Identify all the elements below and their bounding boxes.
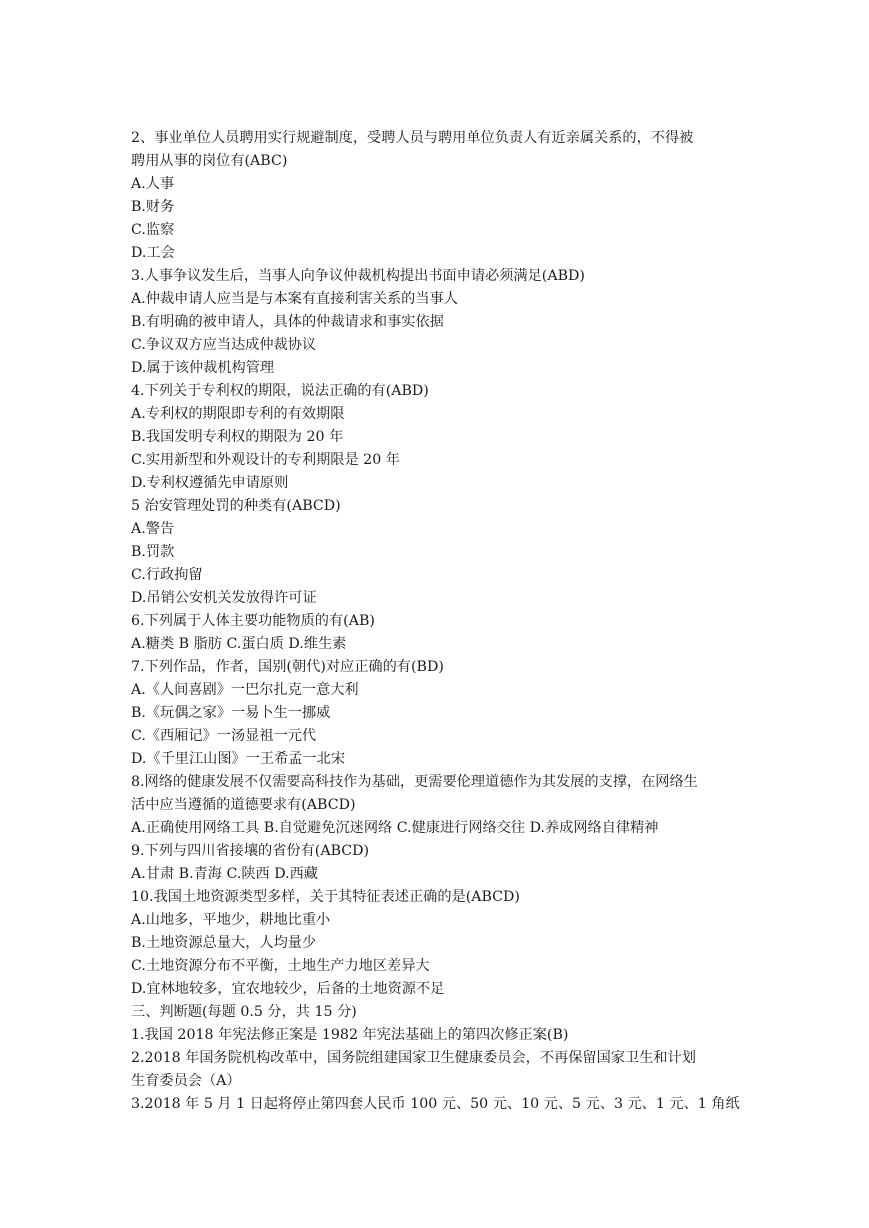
question-5-option-c: C.行政拘留 [131, 567, 203, 583]
judgment-2-line-1: 2.2018 年国务院机构改革中，国务院组建国家卫生健康委员会，不再保留国家卫生和计划 [131, 1050, 696, 1066]
question-10-option-a: A.山地多，平地少，耕地比重小 [131, 912, 331, 928]
question-7-option-b: B.《玩偶之家》一易卜生一挪威 [131, 705, 331, 721]
question-10-option-b: B.土地资源总量大，人均量少 [131, 935, 317, 951]
question-4-option-d: D.专利权遵循先申请原则 [131, 475, 289, 491]
question-7-stem: 7.下列作品，作者，国别(朝代)对应正确的有(BD) [131, 659, 444, 675]
question-2-stem-line-2: 聘用从事的岗位有(ABC) [131, 153, 288, 169]
question-5-stem: 5 治安管理处罚的种类有(ABCD) [131, 498, 341, 514]
question-2-option-a: A.人事 [131, 176, 175, 192]
section-heading-true-false: 三、判断题(每题 0.5 分，共 15 分) [131, 1004, 357, 1020]
question-2-option-b: B.财务 [131, 199, 175, 215]
question-10-stem: 10.我国土地资源类型多样，关于其特征表述正确的是(ABCD) [131, 889, 520, 905]
question-3-option-c: C.争议双方应当达成仲裁协议 [131, 337, 317, 353]
question-4-option-a: A.专利权的期限即专利的有效期限 [131, 406, 345, 422]
question-3-option-d: D.属于该仲裁机构管理 [131, 360, 275, 376]
document-body [131, 127, 743, 1116]
question-6-options: A.糖类 B 脂肪 C.蛋白质 D.维生素 [131, 636, 347, 652]
question-3-stem: 3.人事争议发生后，当事人向争议仲裁机构提出书面申请必须满足(ABD) [131, 268, 585, 284]
question-5-option-a: A.警告 [131, 521, 175, 537]
question-5-option-d: D.吊销公安机关发放得许可证 [131, 590, 317, 606]
question-8-stem-line-1: 8.网络的健康发展不仅需要高科技作为基础，更需要伦理道德作为其发展的支撑，在网络生 [131, 774, 698, 790]
question-7-option-a: A.《人间喜剧》一巴尔扎克一意大利 [131, 682, 359, 698]
question-8-options: A.正确使用网络工具 B.自觉避免沉迷网络 C.健康进行网络交往 D.养成网络自律精神 [131, 820, 659, 836]
judgment-1: 1.我国 2018 年宪法修正案是 1982 年宪法基础上的第四次修正案(B) [131, 1027, 569, 1043]
question-3-option-b: B.有明确的被申请人，具体的仲裁请求和事实依据 [131, 314, 444, 330]
question-4-option-c: C.实用新型和外观设计的专利期限是 20 年 [131, 452, 400, 468]
question-9-stem: 9.下列与四川省接壤的省份有(ABCD) [131, 843, 370, 859]
judgment-3-line-1: 3.2018 年 5 月 1 日起将停止第四套人民币 100 元、50 元、10 元、5 元、3 元、1 元、1 角纸 [131, 1096, 740, 1112]
question-6-stem: 6.下列属于人体主要功能物质的有(AB) [131, 613, 375, 629]
question-9-options: A.甘肃 B.青海 C.陕西 D.西藏 [131, 866, 318, 882]
question-4-stem: 4.下列关于专利权的期限，说法正确的有(ABD) [131, 383, 429, 399]
question-4-option-b: B.我国发明专利权的期限为 20 年 [131, 429, 344, 445]
question-2-option-d: D.工会 [131, 245, 175, 261]
question-7-option-c: C.《西厢记》一汤显祖一元代 [131, 728, 317, 744]
question-2-stem-line-1: 2、事业单位人员聘用实行规避制度，受聘人员与聘用单位负责人有近亲属关系的，不得被 [131, 130, 694, 146]
judgment-2-line-2: 生育委员会（A） [131, 1073, 241, 1089]
question-10-option-d: D.宜林地较多，宜农地较少，后备的土地资源不足 [131, 981, 445, 997]
question-3-option-a: A.仲裁申请人应当是与本案有直接利害关系的当事人 [131, 291, 458, 307]
question-5-option-b: B.罚款 [131, 544, 175, 560]
question-10-option-c: C.土地资源分布不平衡，土地生产力地区差异大 [131, 958, 430, 974]
question-8-stem-line-2: 活中应当遵循的道德要求有(ABCD) [131, 797, 356, 813]
question-7-option-d: D.《千里江山图》一王希孟一北宋 [131, 751, 346, 767]
question-2-option-c: C.监察 [131, 222, 175, 238]
